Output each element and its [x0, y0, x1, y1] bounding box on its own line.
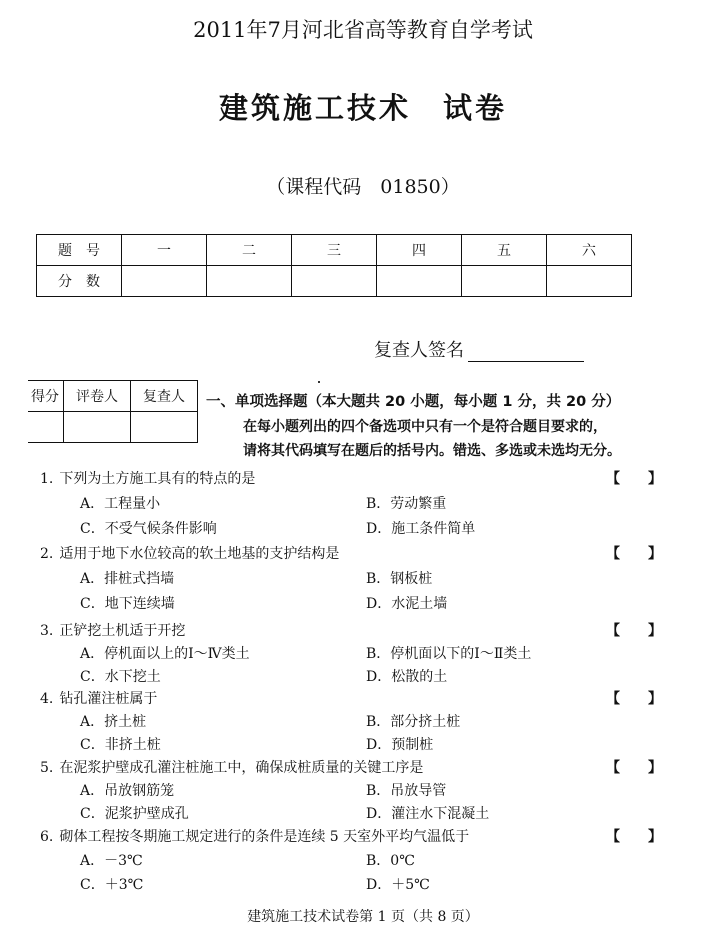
course-code: （课程代码 01850） — [266, 176, 460, 198]
option-c[interactable]: C．水下挖土 — [80, 669, 161, 685]
grader-entry-row — [19, 412, 198, 443]
exam-header: 2011年7月河北省高等教育自学考试 — [193, 18, 533, 42]
question-number: 1. — [40, 471, 54, 487]
score-entry[interactable] — [377, 266, 462, 297]
question-number: 4. — [40, 691, 54, 707]
option-d[interactable]: D．灌注水下混凝土 — [366, 806, 490, 822]
option-c[interactable]: C．非挤土桩 — [80, 737, 161, 753]
option-d[interactable]: D．施工条件简单 — [366, 521, 476, 537]
option-a[interactable]: A．挤土桩 — [80, 714, 147, 730]
score-entry[interactable] — [207, 266, 292, 297]
score-cell-section-1: 一 — [122, 235, 207, 266]
score-entry[interactable] — [122, 266, 207, 297]
option-b[interactable]: B．0℃ — [366, 853, 415, 869]
question-6 — [40, 826, 469, 846]
score-cell-section-4: 四 — [377, 235, 462, 266]
grader-marker-header: 评卷人 — [64, 381, 131, 412]
grader-marker-entry[interactable] — [64, 412, 131, 443]
option-b[interactable]: B．劳动繁重 — [366, 496, 447, 512]
score-cell-label: 题 号 — [37, 235, 122, 266]
question-stem: 砌体工程按冬期施工规定进行的条件是连续 5 天室外平均气温低于 — [59, 829, 470, 845]
question-stem: 正铲挖土机适于开挖 — [59, 623, 186, 639]
section-title: 一、单项选择题（本大题共 20 小题，每小题 1 分，共 20 分） — [206, 394, 621, 410]
question-number: 5. — [40, 760, 54, 776]
answer-bracket[interactable]: 【 】 — [606, 829, 662, 845]
option-d[interactable]: D．水泥土墙 — [366, 596, 448, 612]
option-c[interactable]: C．地下连续墙 — [80, 596, 175, 612]
option-b[interactable]: B．钢板桩 — [366, 571, 433, 587]
question-stem: 下列为土方施工具有的特点的是 — [59, 471, 256, 487]
option-b[interactable]: B．吊放导管 — [366, 783, 447, 799]
scan-crop-edge — [0, 376, 28, 448]
grader-reviewer-header: 复查人 — [131, 381, 198, 412]
page-footer: 建筑施工技术试卷第 1 页（共 8 页） — [247, 909, 479, 925]
score-table — [36, 234, 632, 297]
option-a[interactable]: A．停机面以上的Ⅰ～Ⅳ类土 — [80, 646, 250, 662]
score-entry[interactable] — [547, 266, 632, 297]
option-d[interactable]: D．预制桩 — [366, 737, 434, 753]
option-a[interactable]: A．－3℃ — [80, 853, 143, 869]
question-number: 2. — [40, 546, 54, 562]
score-cell-section-3: 三 — [292, 235, 377, 266]
question-stem: 钻孔灌注桩属于 — [59, 691, 158, 707]
score-entry[interactable] — [292, 266, 377, 297]
score-cell-section-6: 六 — [547, 235, 632, 266]
grader-header-row — [19, 381, 198, 412]
answer-bracket[interactable]: 【 】 — [606, 623, 662, 639]
option-c[interactable]: C．不受气候条件影响 — [80, 521, 217, 537]
question-number: 6. — [40, 829, 54, 845]
option-a[interactable]: A．排桩式挡墙 — [80, 571, 175, 587]
question-4 — [40, 688, 157, 708]
option-a[interactable]: A．吊放钢筋笼 — [80, 783, 175, 799]
option-b[interactable]: B．停机面以下的Ⅰ～Ⅱ类土 — [366, 646, 532, 662]
answer-bracket[interactable]: 【 】 — [606, 546, 662, 562]
question-stem: 适用于地下水位较高的软土地基的支护结构是 — [59, 546, 340, 562]
answer-bracket[interactable]: 【 】 — [606, 691, 662, 707]
grader-score-header: 得分 — [19, 381, 64, 412]
score-table-header-row — [37, 235, 632, 266]
reviewer-signature-label: 复查人签名 — [374, 340, 464, 361]
scan-speck — [318, 381, 320, 383]
question-5 — [40, 757, 423, 777]
question-2 — [40, 543, 339, 563]
option-b[interactable]: B．部分挤土桩 — [366, 714, 461, 730]
grader-reviewer-entry[interactable] — [131, 412, 198, 443]
answer-bracket[interactable]: 【 】 — [606, 760, 662, 776]
score-cell-section-5: 五 — [462, 235, 547, 266]
section-instruction-line-1: 在每小题列出的四个备选项中只有一个是符合题目要求的， — [243, 419, 607, 435]
option-c[interactable]: C．泥浆护壁成孔 — [80, 806, 189, 822]
score-table-score-row — [37, 266, 632, 297]
option-d[interactable]: D．松散的土 — [366, 669, 448, 685]
score-entry[interactable] — [462, 266, 547, 297]
reviewer-signature — [374, 336, 584, 362]
answer-bracket[interactable]: 【 】 — [606, 471, 662, 487]
exam-title: 建筑施工技术 试卷 — [218, 91, 507, 125]
option-d[interactable]: D．＋5℃ — [366, 877, 430, 893]
score-row-label: 分 数 — [37, 266, 122, 297]
score-cell-section-2: 二 — [207, 235, 292, 266]
question-1 — [40, 468, 255, 488]
option-c[interactable]: C．＋3℃ — [80, 877, 144, 893]
question-stem: 在泥浆护壁成孔灌注桩施工中，确保成桩质量的关键工序是 — [59, 760, 424, 776]
grader-table — [18, 380, 198, 443]
question-number: 3. — [40, 623, 54, 639]
question-3 — [40, 620, 185, 640]
reviewer-signature-line[interactable] — [468, 343, 584, 362]
section-instruction-line-2: 请将其代码填写在题后的括号内。错选、多选或未选均无分。 — [243, 443, 621, 459]
option-a[interactable]: A．工程量小 — [80, 496, 161, 512]
